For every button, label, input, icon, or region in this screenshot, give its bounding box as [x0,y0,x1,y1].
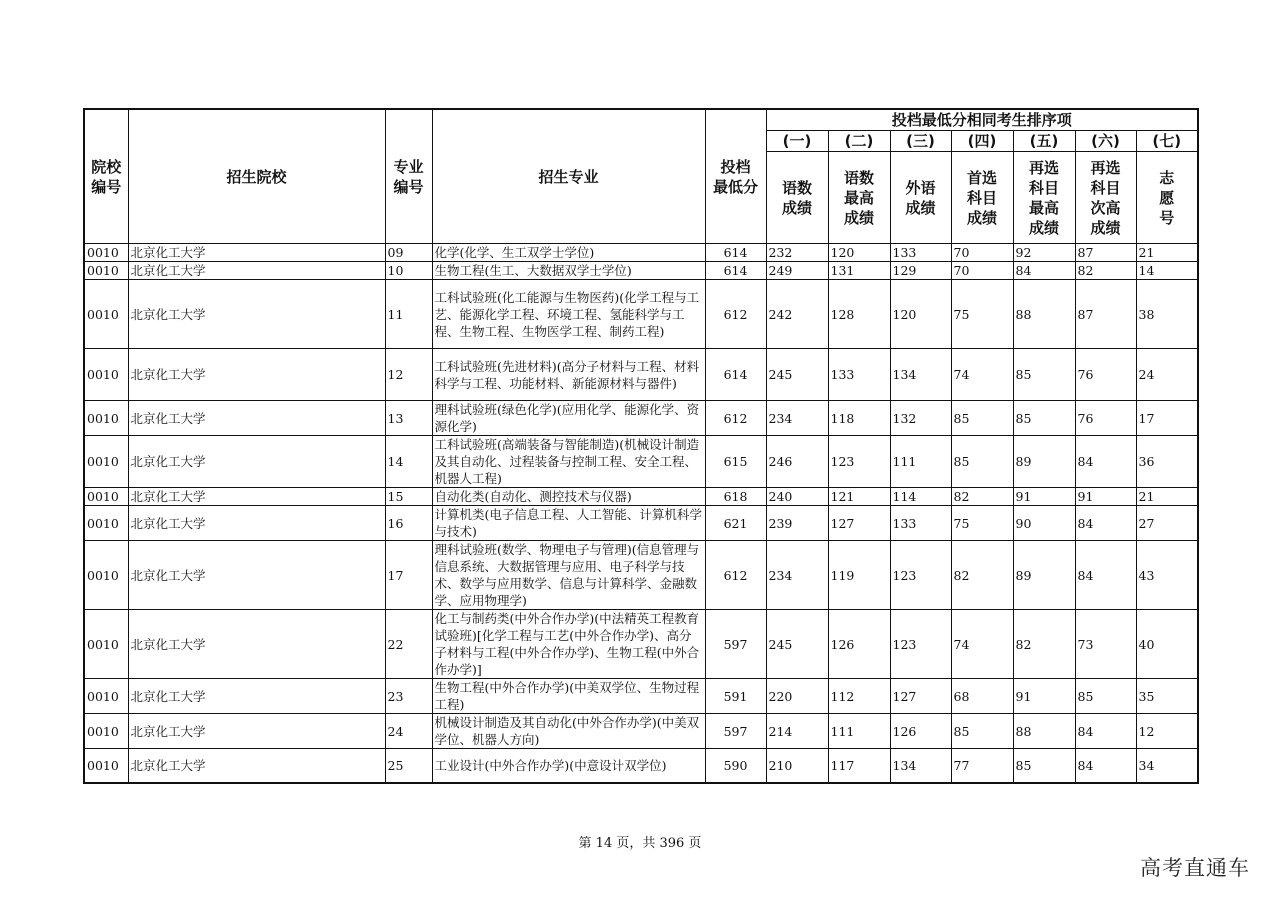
table-row [84,541,1198,610]
sort-score-cell: 85 [1075,679,1136,714]
sort-score-cell: 12 [1136,714,1198,749]
sort-score-cell: 133 [828,349,890,401]
school-code-cell: 0010 [84,488,128,506]
school-code-cell: 0010 [84,679,128,714]
school-code-cell: 0010 [84,262,128,280]
min-score-cell: 590 [705,749,766,783]
admission-score-table [83,108,1199,784]
school-name-cell: 北京化工大学 [128,262,385,280]
sort-score-cell: 68 [951,679,1013,714]
table-row [84,506,1198,541]
watermark: 高考直通车 [1140,856,1250,880]
school-name-cell: 北京化工大学 [128,714,385,749]
sort-score-cell: 210 [766,749,828,783]
table-row [84,610,1198,679]
sort-score-cell: 21 [1136,488,1198,506]
header-sub-label: 再选 科目 最高 成绩 [1013,152,1075,244]
sort-score-cell: 246 [766,436,828,488]
table-row [84,679,1198,714]
header-tie-group: 投档最低分相同考生排序项 [766,109,1198,131]
school-name-cell: 北京化工大学 [128,749,385,783]
school-code-cell: 0010 [84,349,128,401]
table-body [84,244,1198,783]
sort-score-cell: 118 [828,401,890,436]
major-code-cell: 25 [385,749,432,783]
sort-score-cell: 242 [766,280,828,349]
sort-score-cell: 245 [766,610,828,679]
table-row [84,436,1198,488]
school-name-cell: 北京化工大学 [128,679,385,714]
min-score-cell: 591 [705,679,766,714]
sort-score-cell: 234 [766,401,828,436]
sort-score-cell: 73 [1075,610,1136,679]
sort-score-cell: 120 [828,244,890,262]
school-code-cell: 0010 [84,401,128,436]
min-score-cell: 615 [705,436,766,488]
major-name-cell: 自动化类(自动化、测控技术与仪器) [432,488,705,506]
major-name-cell: 工科试验班(化工能源与生物医药)(化学工程与工艺、能源化学工程、环境工程、氢能科学与工程、生物工程、生物医学工程、制药工程) [432,280,705,349]
sort-score-cell: 214 [766,714,828,749]
sort-score-cell: 84 [1075,506,1136,541]
sort-score-cell: 84 [1075,749,1136,783]
sort-score-cell: 89 [1013,436,1075,488]
sort-score-cell: 133 [890,244,951,262]
sort-score-cell: 111 [890,436,951,488]
major-code-cell: 09 [385,244,432,262]
sort-score-cell: 234 [766,541,828,610]
header-sub-number: (六) [1075,131,1136,152]
min-score-cell: 621 [705,506,766,541]
min-score-cell: 612 [705,541,766,610]
sort-score-cell: 114 [890,488,951,506]
sort-score-cell: 85 [1013,349,1075,401]
sort-score-cell: 85 [951,436,1013,488]
min-score-cell: 614 [705,349,766,401]
sort-score-cell: 36 [1136,436,1198,488]
sort-score-cell: 121 [828,488,890,506]
major-name-cell: 理科试验班(数学、物理电子与管理)(信息管理与信息系统、大数据管理与应用、电子科学与技术、数学与应用数学、信息与计算科学、金融数学、应用物理学) [432,541,705,610]
sort-score-cell: 240 [766,488,828,506]
school-code-cell: 0010 [84,610,128,679]
sort-score-cell: 134 [890,749,951,783]
header-sub-number: (七) [1136,131,1198,152]
school-name-cell: 北京化工大学 [128,506,385,541]
sort-score-cell: 70 [951,244,1013,262]
school-name-cell: 北京化工大学 [128,488,385,506]
sort-score-cell: 92 [1013,244,1075,262]
sort-score-cell: 75 [951,280,1013,349]
sort-score-cell: 127 [890,679,951,714]
table-row [84,714,1198,749]
sort-score-cell: 132 [890,401,951,436]
table-row [84,244,1198,262]
sort-score-cell: 82 [951,488,1013,506]
major-name-cell: 工科试验班(高端装备与智能制造)(机械设计制造及其自动化、过程装备与控制工程、安全工程、机器人工程) [432,436,705,488]
sort-score-cell: 84 [1075,436,1136,488]
school-code-cell: 0010 [84,749,128,783]
sort-score-cell: 128 [828,280,890,349]
table-row [84,488,1198,506]
sort-score-cell: 21 [1136,244,1198,262]
sort-score-cell: 91 [1075,488,1136,506]
major-name-cell: 生物工程(生工、大数据双学士学位) [432,262,705,280]
min-score-cell: 618 [705,488,766,506]
sort-score-cell: 117 [828,749,890,783]
major-code-cell: 12 [385,349,432,401]
school-code-cell: 0010 [84,244,128,262]
sort-score-cell: 77 [951,749,1013,783]
header-min-score: 投档 最低分 [705,109,766,244]
major-name-cell: 计算机类(电子信息工程、人工智能、计算机科学与技术) [432,506,705,541]
header-school-name: 招生院校 [128,109,385,244]
school-name-cell: 北京化工大学 [128,401,385,436]
sort-score-cell: 35 [1136,679,1198,714]
sort-score-cell: 123 [828,436,890,488]
sort-score-cell: 85 [1013,749,1075,783]
school-name-cell: 北京化工大学 [128,436,385,488]
table-row [84,749,1198,783]
sort-score-cell: 87 [1075,244,1136,262]
sort-score-cell: 40 [1136,610,1198,679]
sort-score-cell: 123 [890,610,951,679]
header-sub-number: (五) [1013,131,1075,152]
sort-score-cell: 91 [1013,679,1075,714]
min-score-cell: 612 [705,401,766,436]
header-sub-number: (三) [890,131,951,152]
sort-score-cell: 87 [1075,280,1136,349]
major-code-cell: 17 [385,541,432,610]
sort-score-cell: 90 [1013,506,1075,541]
major-code-cell: 22 [385,610,432,679]
major-code-cell: 15 [385,488,432,506]
min-score-cell: 614 [705,244,766,262]
sort-score-cell: 232 [766,244,828,262]
major-code-cell: 14 [385,436,432,488]
major-code-cell: 24 [385,714,432,749]
sort-score-cell: 82 [951,541,1013,610]
sort-score-cell: 76 [1075,349,1136,401]
sort-score-cell: 84 [1013,262,1075,280]
header-sub-label: 志 愿 号 [1136,152,1198,244]
sort-score-cell: 245 [766,349,828,401]
sort-score-cell: 84 [1075,541,1136,610]
school-name-cell: 北京化工大学 [128,349,385,401]
sort-score-cell: 112 [828,679,890,714]
sort-score-cell: 24 [1136,349,1198,401]
major-code-cell: 11 [385,280,432,349]
sort-score-cell: 43 [1136,541,1198,610]
header-sub-number: (二) [828,131,890,152]
major-code-cell: 13 [385,401,432,436]
header-school-code: 院校 编号 [84,109,128,244]
major-code-cell: 10 [385,262,432,280]
sort-score-cell: 129 [890,262,951,280]
school-code-cell: 0010 [84,541,128,610]
major-name-cell: 化工与制药类(中外合作办学)(中法精英工程教育试验班)[化学工程与工艺(中外合作办学)、高分子材料与工程(中外合作办学)、生物工程(中外合作办学)] [432,610,705,679]
header-sub-number: (四) [951,131,1013,152]
sort-score-cell: 84 [1075,714,1136,749]
school-name-cell: 北京化工大学 [128,280,385,349]
major-code-cell: 16 [385,506,432,541]
sort-score-cell: 75 [951,506,1013,541]
sort-score-cell: 70 [951,262,1013,280]
major-code-cell: 23 [385,679,432,714]
sort-score-cell: 74 [951,349,1013,401]
header-sub-label: 外语 成绩 [890,152,951,244]
header-sub-number: (一) [766,131,828,152]
page-footer: 第 14 页，共 396 页 [578,836,702,851]
sort-score-cell: 27 [1136,506,1198,541]
sort-score-cell: 249 [766,262,828,280]
school-code-cell: 0010 [84,506,128,541]
sort-score-cell: 134 [890,349,951,401]
sort-score-cell: 123 [890,541,951,610]
min-score-cell: 597 [705,714,766,749]
sort-score-cell: 85 [951,714,1013,749]
sort-score-cell: 111 [828,714,890,749]
school-code-cell: 0010 [84,714,128,749]
sort-score-cell: 82 [1075,262,1136,280]
school-name-cell: 北京化工大学 [128,610,385,679]
header-major-code: 专业 编号 [385,109,432,244]
major-name-cell: 工科试验班(先进材料)(高分子材料与工程、材料科学与工程、功能材料、新能源材料与器件) [432,349,705,401]
sort-score-cell: 120 [890,280,951,349]
sort-score-cell: 38 [1136,280,1198,349]
sort-score-cell: 17 [1136,401,1198,436]
table-row [84,401,1198,436]
sort-score-cell: 76 [1075,401,1136,436]
school-code-cell: 0010 [84,280,128,349]
sort-score-cell: 85 [951,401,1013,436]
sort-score-cell: 239 [766,506,828,541]
school-name-cell: 北京化工大学 [128,244,385,262]
sort-score-cell: 88 [1013,280,1075,349]
sort-score-cell: 82 [1013,610,1075,679]
header-major-name: 招生专业 [432,109,705,244]
table-header [84,109,1198,244]
table-row [84,280,1198,349]
sort-score-cell: 88 [1013,714,1075,749]
sort-score-cell: 89 [1013,541,1075,610]
major-name-cell: 生物工程(中外合作办学)(中美双学位、生物过程工程) [432,679,705,714]
sort-score-cell: 126 [828,610,890,679]
header-sub-label: 语数 成绩 [766,152,828,244]
sort-score-cell: 127 [828,506,890,541]
sort-score-cell: 91 [1013,488,1075,506]
sort-score-cell: 220 [766,679,828,714]
min-score-cell: 612 [705,280,766,349]
school-code-cell: 0010 [84,436,128,488]
major-name-cell: 机械设计制造及其自动化(中外合作办学)(中美双学位、机器人方向) [432,714,705,749]
sort-score-cell: 34 [1136,749,1198,783]
table-row [84,262,1198,280]
sort-score-cell: 119 [828,541,890,610]
major-name-cell: 理科试验班(绿色化学)(应用化学、能源化学、资源化学) [432,401,705,436]
sort-score-cell: 14 [1136,262,1198,280]
header-sub-label: 再选 科目 次高 成绩 [1075,152,1136,244]
major-name-cell: 化学(化学、生工双学士学位) [432,244,705,262]
header-sub-label: 语数 最高 成绩 [828,152,890,244]
sort-score-cell: 133 [890,506,951,541]
sort-score-cell: 126 [890,714,951,749]
sort-score-cell: 131 [828,262,890,280]
min-score-cell: 614 [705,262,766,280]
sort-score-cell: 74 [951,610,1013,679]
table-row [84,349,1198,401]
sort-score-cell: 85 [1013,401,1075,436]
major-name-cell: 工业设计(中外合作办学)(中意设计双学位) [432,749,705,783]
header-sub-label: 首选 科目 成绩 [951,152,1013,244]
school-name-cell: 北京化工大学 [128,541,385,610]
min-score-cell: 597 [705,610,766,679]
